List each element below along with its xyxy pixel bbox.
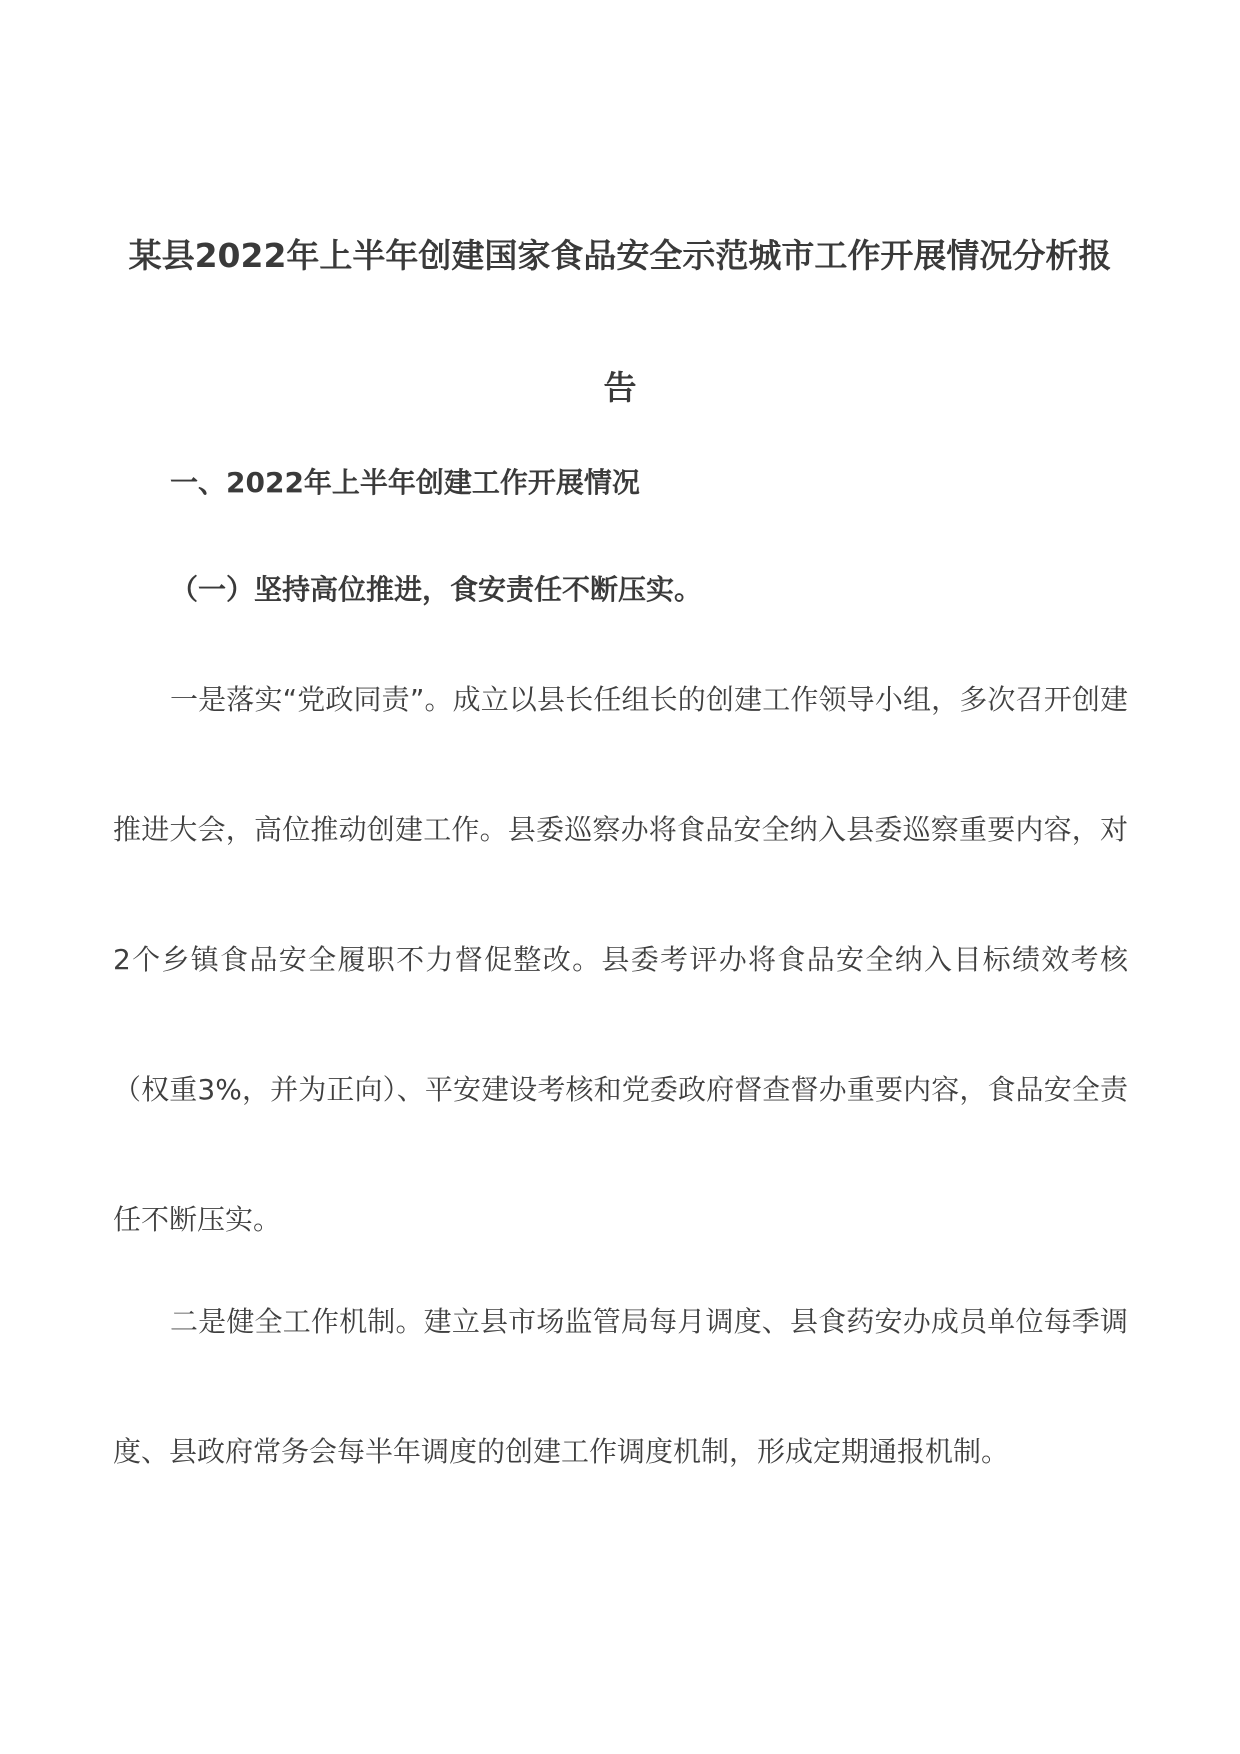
- body-paragraph: 二是健全工作机制。建立县市场监管局每月调度、县食药安办成员单位每季调度、县政府常务会每半年调度的创建工作调度机制，形成定期通报机制。: [113, 1305, 1128, 1468]
- section-heading: 一、2022年上半年创建工作开展情况: [170, 466, 640, 499]
- body-paragraph: 一是落实“党政同责”。成立以县长任组长的创建工作领导小组，多次召开创建推进大会，高位推动创建工作。县委巡察办将食品安全纳入县委巡察重要内容，对2个乡镇食品安全履职不力督促整改。县委考评办将食品安全纳入目标绩效考核（权重3%，并为正向）、平安建设考核和党委政府督查督办重要内容，食品安全责任不断压实。: [113, 683, 1128, 1236]
- document-title: 某县2022年上半年创建国家食品安全示范城市工作开展情况分析报告: [128, 236, 1112, 407]
- subsection-heading: （一）坚持高位推进，食安责任不断压实。: [170, 573, 703, 606]
